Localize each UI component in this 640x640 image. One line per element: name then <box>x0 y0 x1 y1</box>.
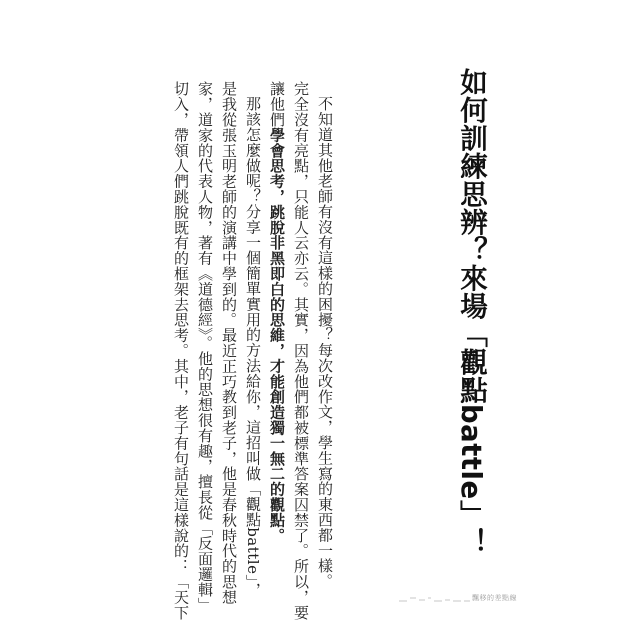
paragraph2-line1-a: 那該怎麼做呢？分享一個簡單實用的方法給你，這招叫做「觀點 <box>244 96 262 528</box>
paragraph2-line1-latin: battle <box>244 527 262 575</box>
paragraph1-line1: 不知道其他老師有沒有這樣的困擾？每次改作文，學生寫的東西都一樣。 <box>316 96 334 589</box>
section-title <box>451 68 496 556</box>
paragraph2-line3: 家，道家的代表人物，著有《道德經》。他的思想很有趣，擅長從「反面邏輯」 <box>196 81 214 613</box>
paragraph2-line1 <box>243 96 267 598</box>
paragraph1-line2: 完全沒有亮點，只能人云亦云。其實，因為他們都被標準答案囚禁了。所以，要 <box>292 81 310 620</box>
paragraph1-line3 <box>267 81 288 543</box>
title-part1: 如何訓練思辨？來場「觀點 <box>455 68 487 404</box>
paragraph1-line3-bold: 學會思考，跳脫非黑即白的思維，才能創造獨一無二的觀點。 <box>268 127 286 544</box>
paragraph2-line2: 是我從張玉明老師的演講中學到的。最近正巧教到老子，他是春秋時代的思想 <box>220 81 238 605</box>
paragraph1-line3-normal: 讓他們 <box>268 81 286 128</box>
title-latin: battle <box>455 404 487 500</box>
paragraph2-line4: 切入，帶領人們跳脫既有的框架去思考。其中，老子有句話是這樣說的：「天下 <box>172 81 190 620</box>
title-part2: 」！ <box>455 499 487 556</box>
paragraph2-line1-b: 」， <box>244 574 262 598</box>
footer-label: 飄移的差點線 <box>472 594 517 602</box>
footer-wave-decoration <box>398 595 472 603</box>
